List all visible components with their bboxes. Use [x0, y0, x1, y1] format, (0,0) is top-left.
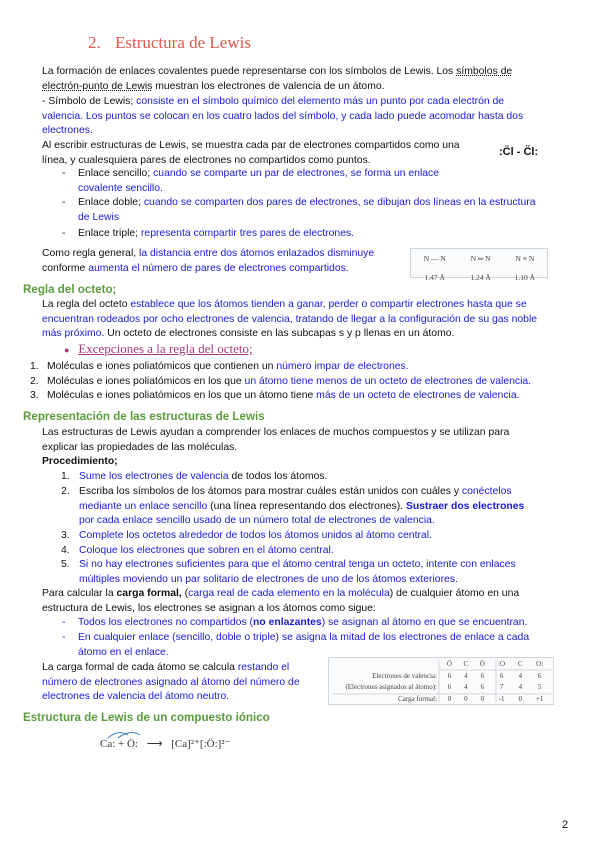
fc-row: Carga formal: 0 0 0 -1 0 +1 — [398, 694, 544, 703]
representation-paragraph: Las estructuras de Lewis ayudan a comprender los enlaces de muchos compuestos y se utilizan para explicar las propiedades de las moléculas. — [42, 427, 510, 453]
lewis-symbol-definition: - Símbolo de Lewis; consiste en el símbolo químico del elemento más un punto por cada electrón de valencia. Los puntos se colocan en los cuatro lados del símbolo, y cada lado puede acomodar hasta dos electrones. — [42, 96, 524, 136]
fc-head-a: Ö — [479, 660, 485, 668]
intro-paragraph: La formación de enlaces covalentes puede representarse con los símbolos de Lewis. Los símbolos de electrón-punto de Lewis muestran los electrones de valencia de un átomo. — [42, 66, 513, 92]
step-5: 5. Si no hay electrones suficientes para que el átomo central tenga un octeto, intente con enlaces múltiples moviendo un par solitario de electrones de uno de los átomos exteriores. — [61, 559, 516, 585]
fc-row: Electrones de valencia: 6 4 6 6 4 6 — [372, 671, 542, 680]
formal-charge-paragraph: Para calcular la carga formal, (carga real de cada elemento en la molécula) de cualquier átomo en una estructura de Lewis, los electrones se asignan a los átomos como sigue: — [42, 588, 520, 614]
bond-double: N ═ N — [470, 254, 491, 263]
octet-heading: Regla del octeto; — [23, 283, 117, 296]
ionic-equation — [100, 737, 230, 752]
step-1: 1. Sume los electrones de valencia de todos los átomos. — [61, 471, 328, 482]
ionic-heading: Estructura de Lewis de un compuesto iónico — [23, 711, 270, 724]
exception-item: 2. Moléculas e iones poliatómicos en los que un átomo tiene menos de un octeto de electrones de valencia. — [30, 375, 532, 387]
ionic-reactants: Ca: + Ö: — [100, 738, 138, 750]
rule-item: - En cualquier enlace (sencillo, doble o triple) se asigna la mitad de los electrones de enlace a cada átomo en el enlace. — [62, 632, 530, 658]
bond-length-table — [410, 248, 548, 282]
procedure-label: Procedimiento; — [42, 456, 118, 467]
bullet-icon: ● — [64, 345, 70, 355]
section-title: Estructura de Lewis — [115, 33, 251, 52]
length-double: 1.24 Å — [470, 272, 491, 282]
structure-description: Al escribir estructuras de Lewis, se muestra cada par de electrones compartidos como una línea, y cualesquiera pares de electrones no compartidos como puntos. — [42, 140, 460, 166]
formal-charge-rules — [62, 616, 582, 660]
page-number: 2 — [562, 819, 569, 831]
length-single: 1.47 Å — [424, 272, 445, 282]
fc-head-b: C — [517, 660, 523, 668]
section-heading — [88, 33, 251, 52]
fc-head-a: C — [463, 660, 469, 668]
octet-paragraph: La regla del octeto establece que los átomos tienden a ganar, perder o compartir electrones hasta que se encuentran rodeados por ocho electrones de valencia, tratando de llegar a la configuración de su gas noble más próximo. Un octeto de electrones consiste en las subcapas s y p llenas en un átomo. — [42, 299, 538, 339]
exceptions-list — [30, 360, 590, 404]
ionic-products: [Ca]²⁺[:Ö:]²⁻ — [171, 738, 231, 750]
formal-charge-table — [328, 657, 554, 705]
fc-row: (Electrones asignados al átomo): 6 4 6 7 4 5 — [345, 683, 542, 691]
procedure-steps — [61, 470, 591, 587]
rule-item: - Todos los electrones no compartidos (no enlazantes) se asignan al átomo en que se encuentran. — [62, 617, 528, 628]
representation-heading: Representación de las estructuras de Lewis — [23, 410, 265, 423]
exceptions-heading: ● Excepciones a la regla del octeto; — [64, 341, 253, 356]
step-3: 3. Complete los octetos alrededor de todos los átomos unidos al átomo central. — [61, 530, 432, 541]
section-number: 2. — [88, 33, 101, 52]
fc-head-b: :O — [498, 660, 506, 668]
bond-triple: N ≡ N — [515, 254, 535, 263]
general-rule-paragraph: Como regla general, la distancia entre dos átomos enlazados disminuye conforme aumenta el número de pares de electrones compartidos. — [42, 248, 375, 274]
bond-single: N — N — [423, 254, 446, 263]
bond-item-single: - Enlace sencillo; cuando se comparte un par de electrones, se forma un enlace covalente sencillo. — [62, 168, 440, 194]
exception-item: 1. Moléculas e iones poliatómicos que contienen un número impar de electrones. — [30, 361, 409, 372]
fc-head-b: O: — [536, 660, 544, 668]
cl2-lewis-formula: :C̈l - C̈l: — [499, 146, 539, 158]
bond-item-triple: - Enlace triple; representa compartir tres pares de electrones. — [62, 228, 355, 239]
fc-head-a: Ö — [446, 660, 452, 668]
exception-item: 3. Moléculas e iones poliatómicos en los que un átomo tiene más de un octeto de electrones de valencia. — [30, 390, 520, 401]
step-2: 2. Escriba los símbolos de los átomos para mostrar cuáles están unidos con cuáles y conéctelos mediante un enlace sencillo (una línea representando dos electrones). Sustraer dos electrones por cada enlace sencillo usado de un número total de electrones de valencia. — [61, 486, 525, 526]
bond-item-double: - Enlace doble; cuando se comparten dos pares de electrones, se dibujan dos líneas en la estructura de Lewis — [62, 197, 536, 223]
formal-charge-calculation: La carga formal de cada átomo se calcula restando el número de electrones asignado al átomo del número de electrones de valencia del átomo neutro. — [42, 662, 300, 702]
electron-transfer-arrow-icon — [104, 729, 152, 739]
length-triple: 1.10 Å — [514, 272, 536, 282]
step-4: 4. Coloque los electrones que sobren en el átomo central. — [61, 545, 334, 556]
reaction-arrow-icon: ⟶ — [146, 738, 163, 750]
bond-types-list — [62, 167, 572, 242]
